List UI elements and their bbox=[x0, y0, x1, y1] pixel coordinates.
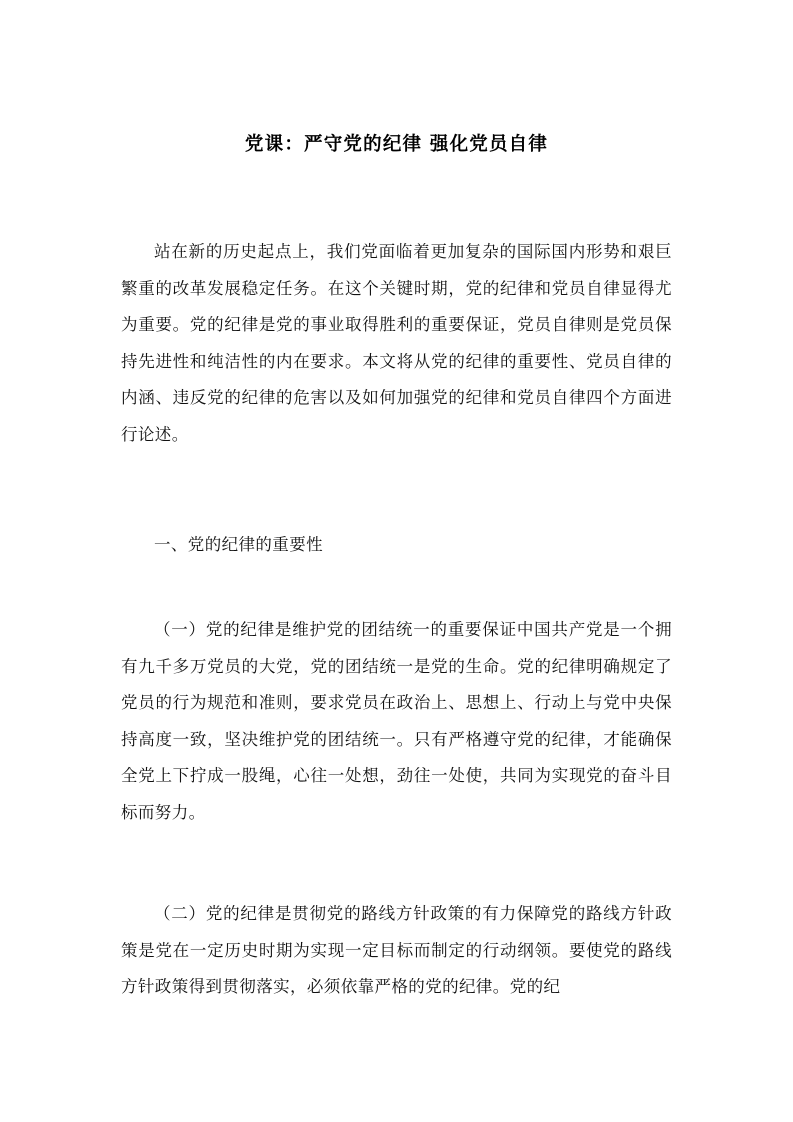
body-paragraph: （一）党的纪律是维护党的团结统一的重要保证中国共产党是一个拥有九千多万党员的大党，党的团结统一是党的生命。党的纪律明确规定了党员的行为规范和准则，要求党员在政治上、思想上、行动上与党中央保持高度一致，坚决维护党的团结统一。只有严格遵守党的纪律，才能确保全党上下拧成一股绳，心往一处想，劲往一处使，共同为实现党的奋斗目标而努力。 bbox=[121, 620, 672, 822]
body-paragraph: （二）党的纪律是贯彻党的路线方针政策的有力保障党的路线方针政策是党在一定历史时期为实现一定目标而制定的行动纲领。要使党的路线方针政策得到贯彻落实，必须依靠严格的党的纪律。党的纪 bbox=[121, 904, 672, 997]
document-title: 党课：严守党的纪律 强化党员自律 bbox=[244, 134, 549, 155]
section-heading: 一、党的纪律的重要性 bbox=[154, 535, 323, 554]
intro-paragraph: 站在新的历史起点上，我们党面临着更加复杂的国际国内形势和艰巨繁重的改革发展稳定任务。在这个关键时期，党的纪律和党员自律显得尤为重要。党的纪律是党的事业取得胜利的重要保证，党员自律则是党员保持先进性和纯洁性的内在要求。本文将从党的纪律的重要性、党员自律的内涵、违反党的纪律的危害以及如何加强党的纪律和党员自律四个方面进行论述。 bbox=[121, 242, 672, 444]
